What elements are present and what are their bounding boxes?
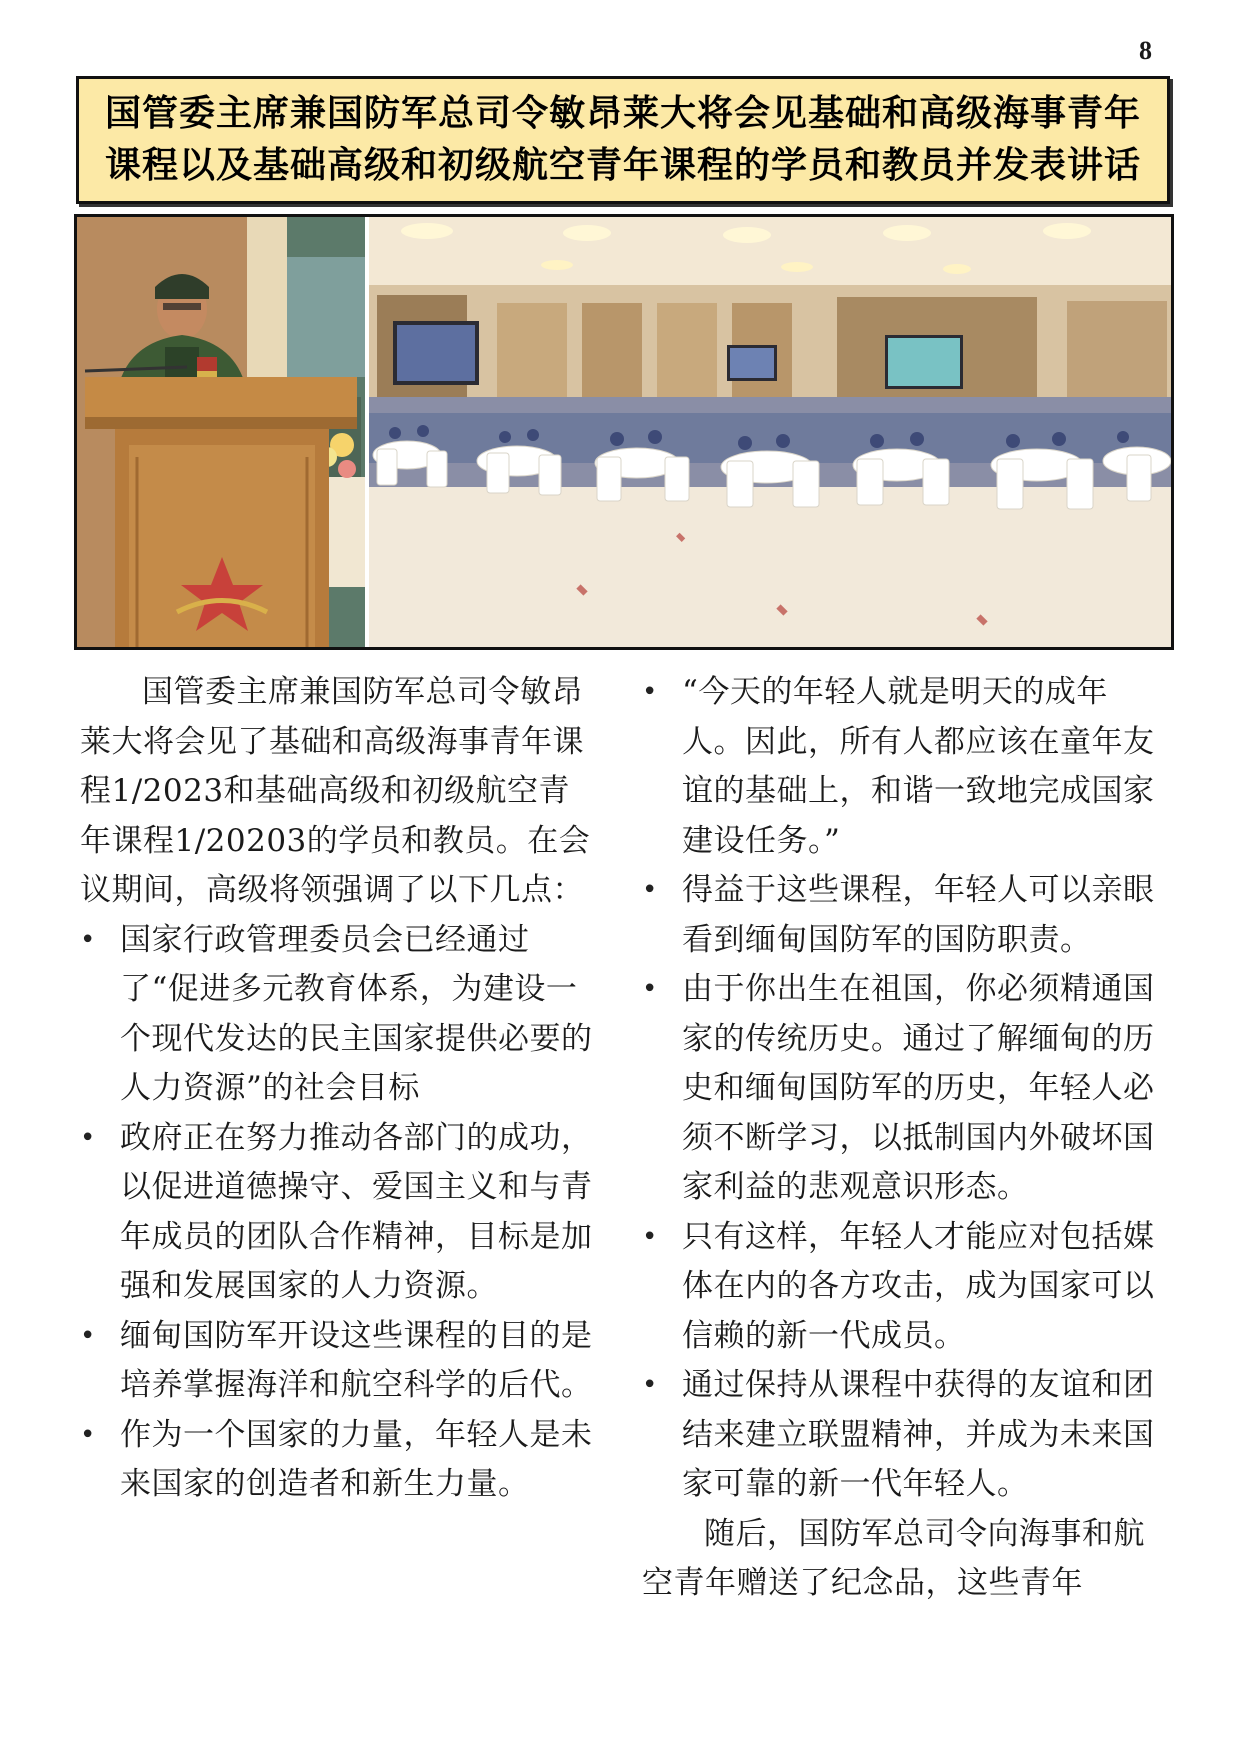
list-item: • 作为一个国家的力量，年轻人是未来国家的创造者和新生力量。 <box>80 1411 600 1510</box>
right-bullet-list <box>642 668 1166 1510</box>
right-column <box>642 668 1166 1609</box>
closing-paragraph: 随后，国防军总司令向海事和航空青年赠送了纪念品，这些青年 <box>642 1515 1145 1601</box>
list-item: • “今天的年轻人就是明天的成年人。因此，所有人都应该在童年友谊的基础上，和谐一致地完成国家建设任务。” <box>642 668 1166 866</box>
headline-box <box>76 76 1170 204</box>
banquet-hall-photo <box>369 217 1171 647</box>
headline-line-1: 国管委主席兼国防军总司令敏昂莱大将会见基础和高级海事青年 <box>104 93 1141 134</box>
left-bullet-list <box>80 916 600 1510</box>
list-item: • 政府正在努力推动各部门的成功，以促进道德操守、爱国主义和与青年成员的团队合作精神，目标是加强和发展国家的人力资源。 <box>80 1114 600 1312</box>
left-column <box>80 668 600 1510</box>
list-item: • 只有这样，年轻人才能应对包括媒体在内的各方攻击，成为国家可以信赖的新一代成员。 <box>642 1213 1166 1362</box>
page-number: 8 <box>1139 36 1152 65</box>
list-item: • 由于你出生在祖国，你必须精通国家的传统历史。通过了解缅甸的历史和缅甸国防军的历史，年轻人必须不断学习，以抵制国内外破坏国家利益的悲观意识形态。 <box>642 965 1166 1213</box>
photo-frame <box>74 214 1174 650</box>
list-item: • 缅甸国防军开设这些课程的目的是培养掌握海洋和航空科学的后代。 <box>80 1312 600 1411</box>
speaker-photo <box>77 217 365 647</box>
list-item: • 通过保持从课程中获得的友谊和团结来建立联盟精神，并成为未来国家可靠的新一代年轻人。 <box>642 1361 1166 1510</box>
list-item: • 国家行政管理委员会已经通过了“促进多元教育体系，为建设一个现代发达的民主国家提供必要的人力资源”的社会目标 <box>80 916 600 1114</box>
intro-paragraph: 国管委主席兼国防军总司令敏昂莱大将会见了基础和高级海事青年课程1/2023和基础高级和初级航空青年课程1/20203的学员和教员。在会议期间，高级将领强调了以下几点： <box>80 674 591 908</box>
list-item: • 得益于这些课程，年轻人可以亲眼看到缅甸国防军的国防职责。 <box>642 866 1166 965</box>
headline-line-2: 课程以及基础高级和初级航空青年课程的学员和教员并发表讲话 <box>104 145 1141 186</box>
